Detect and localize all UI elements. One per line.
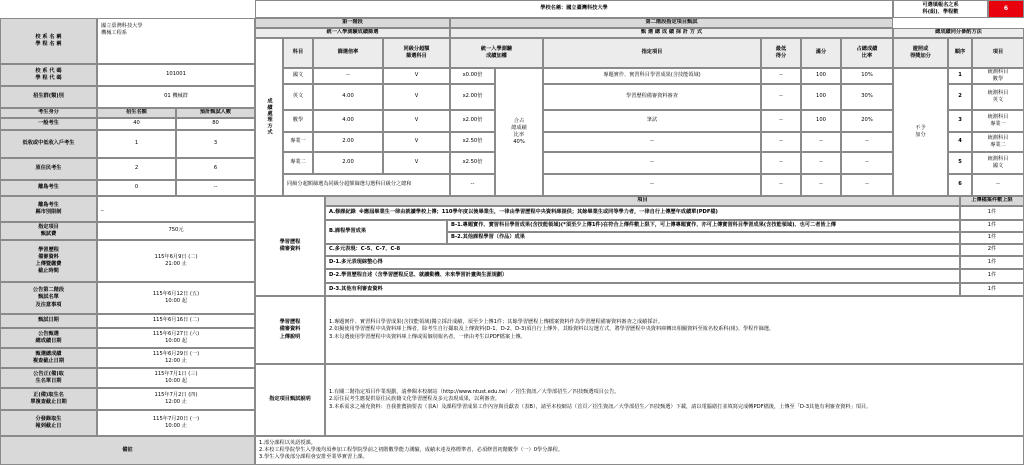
- schedule-value: 115年6月29日 (一) 12:00 止: [97, 348, 255, 368]
- remarks-line: 3.學生入學後部分課程會安排至業界實習上課。: [259, 454, 368, 460]
- tiebreak-item: --: [972, 174, 1024, 196]
- tiebreak-order: 4: [948, 132, 972, 152]
- remarks-body: [255, 436, 1024, 465]
- portfolio-a-row: [325, 206, 960, 220]
- stage2-item-pct: 20%: [841, 110, 893, 132]
- school-dept-label: 校 系 名 稱 學 程 名 稱: [0, 18, 97, 64]
- stage1-row-ratio: 4.00: [313, 84, 383, 110]
- stage2-item-pct: 30%: [841, 84, 893, 110]
- tiebreak-title: 總成績同分參酌方法: [893, 28, 1024, 38]
- upload-note-line: 1.專題實作、實習科目學習成果(含技能領域)獨立採計成績，須至少上傳1件；其餘學習歷程上傳檔案資料作為學習歷程備審資料審查之成績採計。: [329, 319, 663, 326]
- stage2-item-min: --: [761, 110, 801, 132]
- tiebreak-col-order: 順序: [948, 38, 972, 68]
- stage1-row-subject: 專業二: [283, 152, 313, 174]
- upload-note-body: [325, 296, 1024, 364]
- stage1-row-ratio: --: [313, 68, 383, 84]
- school-title: 學校名稱：國立臺灣科技大學: [255, 0, 893, 18]
- stage2-subtitle: 甄 選 總 成 績 採 計 方 式: [450, 28, 893, 38]
- schedule-value: 115年7月2日 (四) 12:00 止: [97, 388, 255, 410]
- stage2-item-pct: --: [841, 174, 893, 196]
- schedule-value: 115年6月16日 (二): [97, 314, 255, 328]
- quota-row-quota: 1: [97, 130, 176, 158]
- stage1-row-tiebreak: V: [383, 84, 450, 110]
- portfolio-b-label: B.課程學習成果: [325, 220, 447, 244]
- stage1-subtitle: 統一入學測驗成績篩選: [255, 28, 450, 38]
- stage2-weight: x2.00倍: [450, 110, 495, 132]
- schedule-label: 甄選總成績 複查截止日期: [0, 348, 97, 368]
- quota-header-quota: 招生名額: [97, 108, 176, 118]
- tiebreak-item: 統測科目 專業二: [972, 132, 1024, 152]
- stage1-row-tiebreak: V: [383, 110, 450, 132]
- schedule-label: 正(備)取生名 單複查截止日期: [0, 388, 97, 410]
- stage1-col-ratio: 篩選倍率: [313, 38, 383, 68]
- stage1-side-label: 成績處理方式: [255, 38, 283, 196]
- quota-label: 可選填報名之系 科(組)、學程數: [893, 0, 988, 18]
- stage2-weight: x2.50倍: [450, 132, 495, 152]
- schedule-value: 115年6月12日 (五) 10:00 起: [97, 282, 255, 314]
- designated-note-label: 指定項目甄試說明: [255, 364, 325, 436]
- stage1-title: 第一階段: [255, 18, 450, 28]
- stage2-item-full: 100: [801, 68, 841, 84]
- stage1-col-tiebreak: 同級分超額 篩選科目: [383, 38, 450, 68]
- tiebreak-order: 6: [948, 174, 972, 196]
- portfolio-limit: 1件: [960, 206, 1024, 220]
- portfolio-limit: 1件: [960, 220, 1024, 232]
- stage2-item-pct: 10%: [841, 68, 893, 84]
- stage1-row-subject: 國文: [283, 68, 313, 84]
- portfolio-limit-header: 上傳檔案件數上限: [960, 196, 1024, 206]
- island-label: 離島考生 縣市別限制: [0, 196, 97, 222]
- stage1-row-tiebreak: V: [383, 132, 450, 152]
- remarks-label: 備註: [0, 436, 255, 465]
- schedule-label: 公告甄選 總成績日期: [0, 328, 97, 348]
- stage2-col-weight: 統一入學測驗 成績加權: [450, 38, 543, 68]
- stage1-row-tiebreak: V: [383, 68, 450, 84]
- tiebreak-order: 3: [948, 110, 972, 132]
- stage2-item-full: 100: [801, 84, 841, 110]
- stage2-title: 第二階段指定項目甄試: [450, 18, 893, 28]
- stage2-item-pct: --: [841, 152, 893, 174]
- stage2-item: 學習歷程備審資料審查: [543, 84, 761, 110]
- quota-row-quota: 40: [97, 118, 176, 130]
- tiebreak-order: 1: [948, 68, 972, 84]
- stage1-note: 同級分超額篩選為同級分超額篩選勾選科目級分之總和: [283, 174, 450, 196]
- quota-row-label: 低收或中低收入戶考生: [0, 130, 97, 158]
- stage1-row-ratio: 2.00: [313, 132, 383, 152]
- portfolio-d3: D-3.其他有利審查資料: [325, 283, 960, 296]
- portfolio-limit: 1件: [960, 256, 1024, 269]
- designated-note-line: 2.原住民考生應提供原住民族籍文化學習歷程及多元表現成果，以利審查。: [329, 396, 500, 403]
- stage2-item-full: --: [801, 132, 841, 152]
- upload-note-line: 2.如擬使用學習歷程中央資料庫上傳者，除考生自行擷取及上傳資料(D-1、D-2、D-3)須自行上傳外，其餘資料以勾選方式，將學習歷程中央資料庫轉出相關資料至報名校系科(組)、學程作篩選。: [329, 326, 775, 333]
- remarks-line: 1.部分課程以英語授課。: [259, 439, 316, 446]
- stage2-bonus: 不予 加分: [893, 68, 948, 196]
- stage2-item-full: --: [801, 174, 841, 196]
- stage2-item-min: --: [761, 68, 801, 84]
- stage1-row-subject: 英文: [283, 84, 313, 110]
- portfolio-limit: 1件: [960, 283, 1024, 296]
- fee-label: 指定項目 甄試費: [0, 222, 97, 240]
- stage1-row-subject: 數學: [283, 110, 313, 132]
- stage2-weight: x0.00倍: [450, 68, 495, 84]
- upload-note-label: 學習歷程 備審資料 上傳說明: [255, 296, 325, 364]
- portfolio-limit: 1件: [960, 232, 1024, 244]
- quota-row-label: 一般考生: [0, 118, 97, 130]
- tiebreak-order: 2: [948, 84, 972, 110]
- stage1-col-subject: 科目: [283, 38, 313, 68]
- tiebreak-item: 統測科目 專業一: [972, 110, 1024, 132]
- island-value: _: [97, 196, 255, 222]
- stage1-row-subject: 專業一: [283, 132, 313, 152]
- schedule-label: 公告第二階段 甄試名單 及注意事項: [0, 282, 97, 314]
- group-value: 01 機械群: [97, 86, 255, 108]
- tiebreak-item: 統測科目 國文: [972, 152, 1024, 174]
- group-label: 招生群(類)別: [0, 86, 97, 108]
- schedule-label: 學習歷程 備審資料 上傳暨繳費 截止時間: [0, 240, 97, 282]
- upload-note-line: 3.未勾選使用學習歷程中央資料庫上傳或需個別報名者，一律由考生以PDF檔案上傳。: [329, 333, 526, 340]
- stage2-col-full: 滿分: [801, 38, 841, 68]
- quota-badge: 6: [988, 0, 1024, 18]
- quota-row-label: 離島考生: [0, 180, 97, 196]
- stage1-row-tiebreak: V: [383, 152, 450, 174]
- schedule-label: 公告正(備)取 生名單日期: [0, 368, 97, 388]
- stage2-item-min: --: [761, 174, 801, 196]
- portfolio-a-text: ※應屆畢業生一律由就讀學校上傳；110學年度以後畢業生，一律由學習歷程中央資料庫提供；其餘畢業生或同等學力者，一律自行上傳歷年成績單(PDF檔): [358, 209, 718, 216]
- stage2-item: --: [543, 152, 761, 174]
- stage2-col-bonus: 證照或 得獎加分: [893, 38, 948, 68]
- stage2-item-min: --: [761, 132, 801, 152]
- portfolio-limit: 1件: [960, 269, 1024, 283]
- stage2-item-pct: --: [841, 132, 893, 152]
- portfolio-limit: 2件: [960, 244, 1024, 256]
- stage1-row-ratio: 2.00: [313, 152, 383, 174]
- portfolio-label: 學習歷程 備審資料: [255, 196, 325, 296]
- stage2-col-min: 最低 得分: [761, 38, 801, 68]
- remarks-line: 2.本校工程學院學生入學後均須參加工程學院學前之初階數學能力測驗，成績未達及格標準者，必須修習初階數學（一）0學分課程。: [259, 446, 563, 453]
- schedule-label: 分發錄取生 報到截止日: [0, 410, 97, 436]
- tiebreak-order: 5: [948, 152, 972, 174]
- designated-note-line: 3.本系需求之補充資料：自我推薦摘要表（表A）及課程學習成果工作內容與貢獻表（表B），請至本校網站（首頁／招生資訊／大學部招生／四技甄選）下載，請以電腦繕打並填寫完成轉PDF檔後，上傳至「D-3其他有利審查資料」項目。: [329, 403, 872, 410]
- portfolio-b2: B-2.其他課程學習（作品）成果: [447, 232, 960, 244]
- stage2-merged-ratio: 合占 總成績 比率 40%: [495, 68, 543, 196]
- stage2-item-full: 100: [801, 110, 841, 132]
- tiebreak-item: 統測科目 數學: [972, 68, 1024, 84]
- schedule-label: 甄試日期: [0, 314, 97, 328]
- portfolio-a-label: A.修課紀錄: [329, 209, 356, 216]
- portfolio-d1: D-1.多元表現綜整心得: [325, 256, 960, 269]
- stage2-item: --: [543, 132, 761, 152]
- quota-row-quota: 0: [97, 180, 176, 196]
- schedule-value: 115年7月20日 (一) 10:00 止: [97, 410, 255, 436]
- schedule-value: 115年6月27日 (六) 10:00 起: [97, 328, 255, 348]
- stage2-col-pct: 占總成績 比率: [841, 38, 893, 68]
- quota-row-quota: 2: [97, 158, 176, 180]
- quota-row-expected: 3: [176, 130, 255, 158]
- portfolio-item-header: 項目: [325, 196, 960, 206]
- schedule-value: 115年7月1日 (三) 10:00 起: [97, 368, 255, 388]
- stage1-row-ratio: 4.00: [313, 110, 383, 132]
- school-dept-value: 國立臺灣科技大學 機械工程系: [97, 18, 255, 64]
- stage2-weight: --: [450, 174, 495, 196]
- stage2-col-item: 指定項目: [543, 38, 761, 68]
- code-label: 校 系 代 碼 學 程 代 碼: [0, 64, 97, 86]
- stage2-item: 專題實作、實習科目學習成果(含技能領域): [543, 68, 761, 84]
- tiebreak-col-item: 項目: [972, 38, 1024, 68]
- portfolio-d2: D-2.學習歷程自述（含學習歷程反思、就讀動機、未來學習計畫與生涯規劃）: [325, 269, 960, 283]
- stage2-item-full: --: [801, 152, 841, 174]
- stage2-item-min: --: [761, 152, 801, 174]
- quota-header-identity: 考生身分: [0, 108, 97, 118]
- quota-header-expected: 預計甄試人數: [176, 108, 255, 118]
- designated-note-line: 1.有關二階指定項目作業規劃，請參閱本校網站（http://www.ntust.edu.tw）／招生資訊／大學部招生／四技甄選項目公告。: [329, 389, 620, 396]
- quota-row-expected: 6: [176, 158, 255, 180]
- quota-row-label: 原住民考生: [0, 158, 97, 180]
- quota-row-expected: --: [176, 180, 255, 196]
- stage2-item: --: [543, 174, 761, 196]
- fee-value: 750元: [97, 222, 255, 240]
- stage2-item-min: --: [761, 84, 801, 110]
- portfolio-c: C.多元表現：C-5、C-7、C-8: [325, 244, 960, 256]
- stage2-weight: x2.50倍: [450, 152, 495, 174]
- tiebreak-item: 統測科目 英文: [972, 84, 1024, 110]
- stage2-item: 筆試: [543, 110, 761, 132]
- quota-row-expected: 80: [176, 118, 255, 130]
- stage2-weight: x2.00倍: [450, 84, 495, 110]
- designated-note-body: [325, 364, 1024, 436]
- portfolio-b1: B-1.專題實作、實習科目學習成果(含技能領域)(*須至少上傳1件)在符合上傳件數上限下，可上傳專題實作、亦可上傳實習科目學習成果(含技能領域)、也可二者皆上傳: [447, 220, 960, 232]
- code-value: 101001: [97, 64, 255, 86]
- schedule-value: 115年6月9日 (二) 21:00 止: [97, 240, 255, 282]
